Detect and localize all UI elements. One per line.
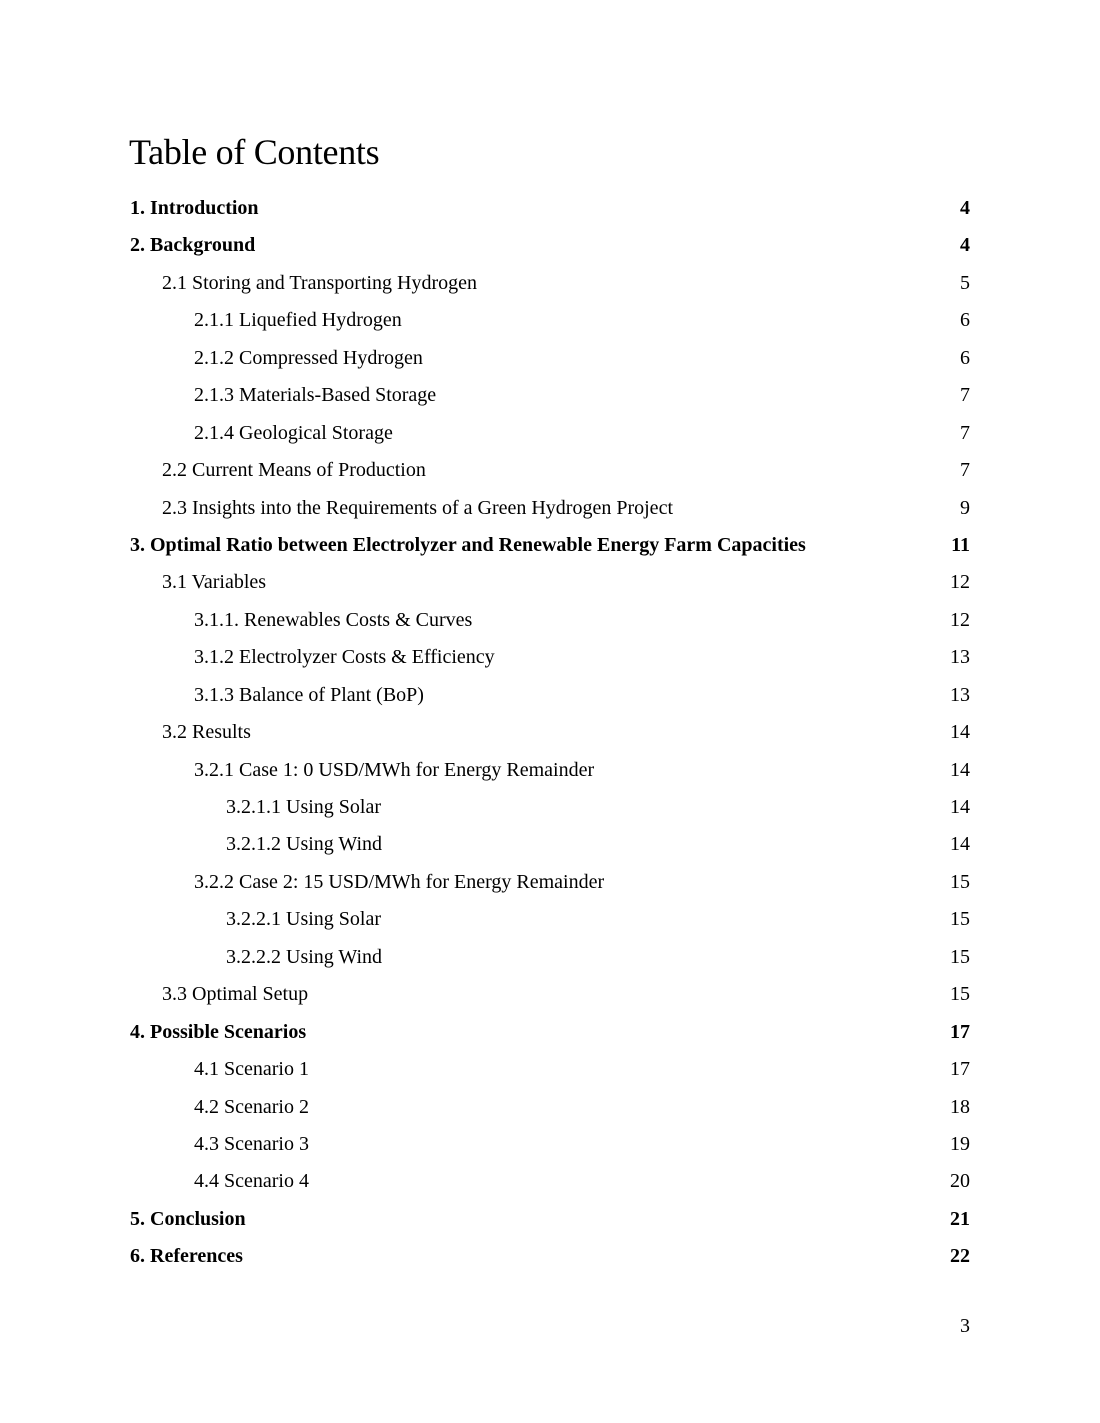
toc-entry[interactable] — [0, 1018, 1100, 1055]
toc-entry-label[interactable]: 3.3 Optimal Setup — [162, 983, 309, 1006]
toc-entry-page: 13 — [950, 683, 970, 706]
toc-entry[interactable] — [0, 269, 1100, 306]
toc-entry-page: 20 — [950, 1170, 970, 1193]
toc-entry[interactable] — [0, 643, 1100, 680]
toc-entry-label[interactable]: 2. Background — [130, 234, 256, 257]
toc-entry-label[interactable]: 2.3 Insights into the Requirements of a Green Hydrogen Project — [162, 496, 673, 519]
toc-entry-label[interactable]: 3.2.2.1 Using Solar — [226, 908, 381, 931]
toc-entry-page: 15 — [950, 945, 970, 968]
toc-entry[interactable] — [0, 1130, 1100, 1167]
toc-entry[interactable] — [0, 231, 1100, 268]
toc-entry[interactable] — [0, 306, 1100, 343]
toc-entry-label[interactable]: 2.2 Current Means of Production — [162, 459, 426, 482]
toc-entry-page: 4 — [960, 234, 970, 257]
toc-entry-label[interactable]: 4. Possible Scenarios — [130, 1020, 307, 1043]
toc-entry-label[interactable]: 2.1.3 Materials-Based Storage — [194, 384, 437, 407]
toc-entry-label[interactable]: 2.1.4 Geological Storage — [194, 421, 393, 444]
toc-entry-page: 14 — [950, 758, 970, 781]
toc-entry[interactable] — [0, 943, 1100, 980]
toc-entry[interactable] — [0, 718, 1100, 755]
toc-entry[interactable] — [0, 905, 1100, 942]
page-title: Table of Contents — [129, 132, 380, 172]
toc-entry-page: 5 — [960, 271, 970, 294]
toc-entry-page: 14 — [950, 833, 970, 856]
toc-entry[interactable] — [0, 1167, 1100, 1204]
toc-entry-label[interactable]: 3.2.2.2 Using Wind — [226, 945, 383, 968]
toc-entry-page: 6 — [960, 309, 970, 332]
toc-entry-page: 19 — [950, 1132, 970, 1155]
toc-entry-page: 9 — [960, 496, 970, 519]
toc-entry-page: 11 — [951, 533, 970, 556]
toc-entry-page: 7 — [960, 421, 970, 444]
toc-entry[interactable] — [0, 494, 1100, 531]
toc-entry[interactable] — [0, 756, 1100, 793]
toc-entry-label[interactable]: 3.1 Variables — [162, 571, 267, 594]
toc-entry[interactable] — [0, 681, 1100, 718]
toc-entry-page: 21 — [950, 1207, 970, 1230]
toc-entry-label[interactable]: 3.2.2 Case 2: 15 USD/MWh for Energy Remainder — [194, 870, 605, 893]
toc-entry-page: 12 — [950, 608, 970, 631]
toc-entry-page: 18 — [950, 1095, 970, 1118]
toc-entry[interactable] — [0, 381, 1100, 418]
toc-entry-label[interactable]: 5. Conclusion — [130, 1207, 246, 1230]
page-number: 3 — [960, 1315, 970, 1337]
toc-entry-label[interactable]: 3.2.1.1 Using Solar — [226, 796, 381, 818]
toc-entry[interactable] — [0, 793, 1100, 830]
toc-entry[interactable] — [0, 1093, 1100, 1130]
toc-entry[interactable] — [0, 531, 1100, 568]
toc-entry-page: 22 — [950, 1245, 970, 1268]
toc-entry-label[interactable]: 4.1 Scenario 1 — [194, 1058, 309, 1081]
toc-entry-page: 13 — [950, 646, 970, 669]
toc-entry[interactable] — [0, 868, 1100, 905]
toc-entry[interactable] — [0, 606, 1100, 643]
toc-entry-page: 6 — [960, 346, 970, 369]
toc-entry[interactable] — [0, 344, 1100, 381]
toc-entry-label[interactable]: 2.1.2 Compressed Hydrogen — [194, 346, 423, 369]
toc-entry-page: 15 — [950, 870, 970, 893]
toc-entry-page: 7 — [960, 384, 970, 407]
toc-entry-label[interactable]: 3.2.1.2 Using Wind — [226, 833, 383, 856]
toc-entry-label[interactable]: 3.1.1. Renewables Costs & Curves — [194, 608, 473, 631]
toc-entry[interactable] — [0, 419, 1100, 456]
toc-entry[interactable] — [0, 568, 1100, 605]
toc-entry-page: 14 — [950, 796, 970, 818]
toc-entry-page: 14 — [950, 721, 970, 744]
toc-entry-label[interactable]: 2.1.1 Liquefied Hydrogen — [194, 309, 402, 332]
toc-entry-label[interactable]: 4.3 Scenario 3 — [194, 1132, 309, 1155]
toc-entry-label[interactable]: 3.1.3 Balance of Plant (BoP) — [194, 683, 424, 706]
toc-entry-label[interactable]: 4.2 Scenario 2 — [194, 1095, 309, 1118]
toc-entry-label[interactable]: 3.1.2 Electrolyzer Costs & Efficiency — [194, 646, 495, 669]
table-of-contents — [0, 194, 1100, 1280]
toc-entry[interactable] — [0, 980, 1100, 1017]
toc-entry[interactable] — [0, 830, 1100, 867]
toc-entry-label[interactable]: 1. Introduction — [130, 197, 259, 219]
toc-entry-page: 17 — [950, 1020, 970, 1043]
toc-entry-label[interactable]: 3.2.1 Case 1: 0 USD/MWh for Energy Remainder — [194, 758, 595, 781]
toc-entry-page: 12 — [950, 571, 970, 594]
toc-entry-page: 4 — [960, 197, 970, 219]
toc-entry-label[interactable]: 2.1 Storing and Transporting Hydrogen — [162, 271, 477, 294]
toc-entry[interactable] — [0, 194, 1100, 231]
toc-entry[interactable] — [0, 1242, 1100, 1279]
toc-entry[interactable] — [0, 1205, 1100, 1242]
toc-entry-label[interactable]: 4.4 Scenario 4 — [194, 1170, 309, 1193]
toc-entry[interactable] — [0, 1055, 1100, 1092]
toc-entry-page: 15 — [950, 983, 970, 1006]
toc-entry-label[interactable]: 3. Optimal Ratio between Electrolyzer and Renewable Energy Farm Capacities — [130, 533, 806, 556]
toc-entry-label[interactable]: 3.2 Results — [162, 721, 251, 744]
toc-entry-page: 17 — [950, 1058, 970, 1081]
toc-entry-label[interactable]: 6. References — [130, 1245, 243, 1268]
toc-entry-page: 15 — [950, 908, 970, 931]
toc-entry[interactable] — [0, 456, 1100, 493]
toc-entry-page: 7 — [960, 459, 970, 482]
